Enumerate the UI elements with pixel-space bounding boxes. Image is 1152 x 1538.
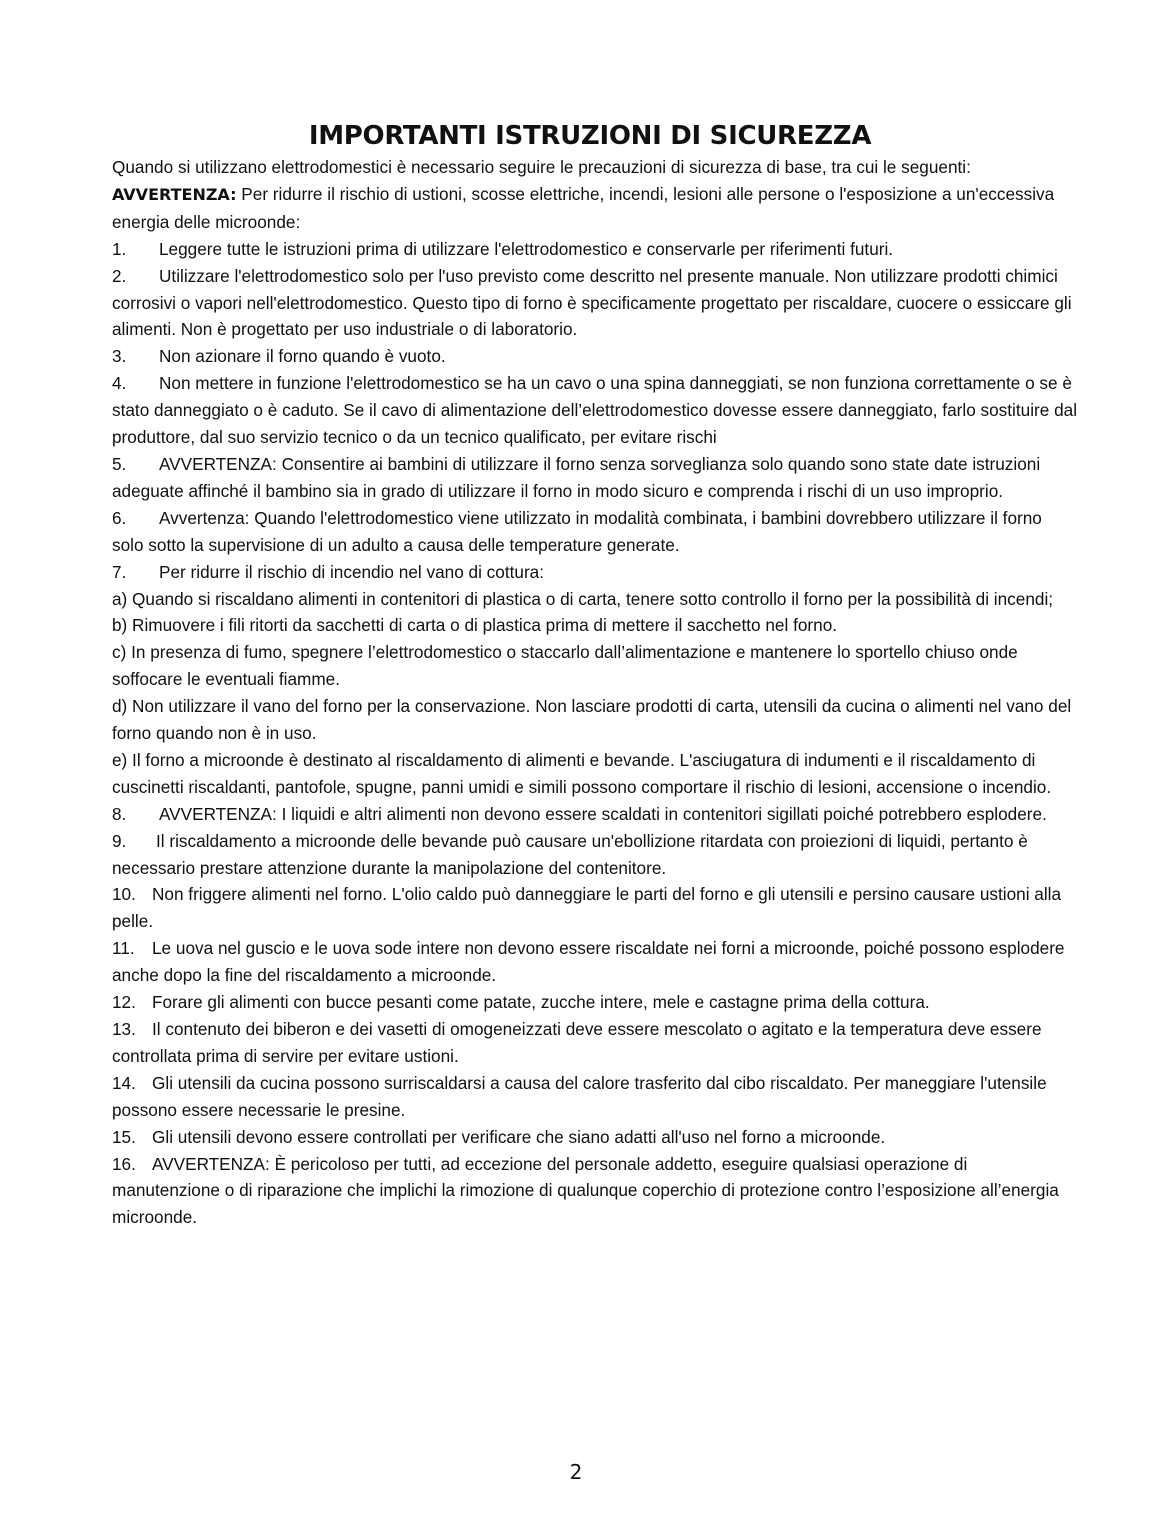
list-item [112,236,1077,263]
list-item [112,1070,1077,1097]
item-text: AVVERTENZA: Consentire ai bambini di utilizzare il forno senza sorveglianza solo quando sono state date istruzioni adeguate affinché il bambino sia in grado di utilizzare il forno in modo sicuro e comprenda i rischi di un uso improprio. [112,453,1041,501]
item-number: 7. [112,561,127,582]
sub-item-c: c) In presenza di fumo, spegnere l’elettrodomestico o staccarlo dall’alimentazione e mantenere lo sportello chiuso onde soffocare le eventuali fiamme. [112,642,1018,690]
list-item [112,559,1077,586]
item-text: Non azionare il forno quando è vuoto. [159,346,446,367]
sub-item-b: b) Rimuovere i fili ritorti da sacchetti di carta o di plastica prima di mettere il sacchetto nel forno. [112,615,838,636]
list-item [112,1016,1077,1070]
item-number: 10. [112,884,136,905]
item-text: Forare gli alimenti con bucce pesanti come patate, zucche intere, mele e castagne prima della cottura. [152,992,930,1013]
sub-item-a: a) Quando si riscaldano alimenti in contenitori di plastica o di carta, tenere sotto controllo il forno per la possibilità di incendi; [112,588,1054,609]
item-number: 3. [112,346,127,367]
sub-item-d: d) Non utilizzare il vano del forno per la conservazione. Non lasciare prodotti di carta, utensili da cucina o alimenti nel vano del forno quando non è in uso. [112,696,1072,744]
item-number: 8. [112,803,127,824]
item-text: Il contenuto dei biberon e dei vasetti di omogeneizzati deve essere mescolato o agitato e la temperatura deve essere controllata prima di servire per evitare ustioni. [112,1019,1042,1066]
list-item [112,1124,1077,1151]
list-item [112,343,1077,370]
item-number: 9. [112,830,127,851]
list-item [112,451,1077,505]
page-title: IMPORTANTI ISTRUZIONI DI SICUREZZA [308,121,872,151]
item-text: Leggere tutte le istruzioni prima di utilizzare l'elettrodomestico e conservarle per riferimenti futuri. [159,238,894,259]
item-number: 13. [112,1019,136,1039]
list-item [112,935,1077,989]
list-item [112,801,1077,828]
item-text: Gli utensili devono essere controllati per verificare che siano adatti all'uso nel forno a microonde. [152,1126,886,1147]
item-number: 16. [112,1153,136,1174]
item-number: 11. [112,938,135,959]
item-text: Utilizzare l'elettrodomestico solo per l'uso previsto come descritto nel presente manuale. Non utilizzare prodotti chimici corrosivi o vapori nell'elettrodomestico. Questo tipo di forno è specificamente progettato per riscaldare, cuocere o essiccare gli alimenti. Non è progettato per uso industriale o di laboratorio. [112,265,1072,340]
intro-text: Quando si utilizzano elettrodomestici è necessario seguire le precauzioni di sicurezza di base, tra cui le seguenti: [112,157,971,177]
item-text: Gli utensili da cucina possono surriscaldarsi a causa del calore trasferito dal cibo riscaldato. Per maneggiare l'utensile [152,1072,1047,1093]
list-item [112,505,1077,559]
sub-item-e-continued: cuscinetti riscaldanti, pantofole, spugne, panni umidi e simili possono comportare il rischio di lesioni, accensione o incendio. [112,776,1052,797]
item-text: Le uova nel guscio e le uova sode intere non devono essere riscaldate nei forni a microonde, poiché possono esplodere anche dopo la fine del riscaldamento a microonde. [112,938,1065,986]
list-item [112,1151,1077,1232]
list-item-continued: possono essere necessarie le presine. [112,1099,406,1120]
item-number: 14. [112,1072,136,1093]
page-number: 2 [569,1460,583,1484]
item-number: 2. [112,265,127,286]
warning-label: AVVERTENZA: [112,184,237,204]
intro-text-after: Per ridurre il rischio di ustioni, scosse elettriche, incendi, lesioni alle persone o l'esposizione a un'eccessiva energia delle microonde: [112,183,1055,232]
list-item [112,989,1077,1016]
intro-paragraph [112,154,1077,236]
item-number: 1. [112,238,127,259]
item-number: 5. [112,453,127,474]
item-number: 12. [112,992,136,1013]
item-number: 4. [112,373,127,394]
list-item [112,881,1077,935]
item-text: Il riscaldamento a microonde delle bevande può causare un'ebollizione ritardata con proiezioni di liquidi, pertanto è necessario prestare attenzione durante la manipolazione del contenitore. [112,830,1028,878]
item-text: Avvertenza: Quando l'elettrodomestico viene utilizzato in modalità combinata, i bambini dovrebbero utilizzare il forno solo sotto la supervisione di un adulto a causa delle temperature generate. [112,507,1042,555]
item-text: Non friggere alimenti nel forno. L'olio caldo può danneggiare le parti del forno e gli utensili e persino causare ustioni alla pelle. [112,884,1062,932]
item-text: Non mettere in funzione l'elettrodomestico se ha un cavo o una spina danneggiati, se non funziona correttamente o se è stato danneggiato o è caduto. Se il cavo di alimentazione dell’elettrodomestico dovesse essere danneggiato, farlo sostituire dal produttore, dal suo servizio tecnico o da un tecnico qualificato, per evitare rischi [112,373,1078,448]
list-item [112,828,1077,882]
item-text: AVVERTENZA: È pericoloso per tutti, ad eccezione del personale addetto, eseguire qualsiasi operazione di manutenzione o di riparazione che implichi la rimozione di qualunque coperchio di protezione contro l’esposizione all’energia microonde. [112,1153,1059,1228]
list-item [112,370,1077,451]
instructions-body [112,154,1077,1231]
item-text: Per ridurre il rischio di incendio nel vano di cottura: [159,561,544,582]
item-number: 6. [112,507,127,528]
item-number: 15. [112,1126,136,1147]
item-text: AVVERTENZA: I liquidi e altri alimenti non devono essere scaldati in contenitori sigillati poiché potrebbero esplodere. [159,803,1047,824]
sub-item-e: e) Il forno a microonde è destinato al riscaldamento di alimenti e bevande. L'asciugatura di indumenti e il riscaldamento di [112,749,1036,770]
list-item [112,263,1077,344]
